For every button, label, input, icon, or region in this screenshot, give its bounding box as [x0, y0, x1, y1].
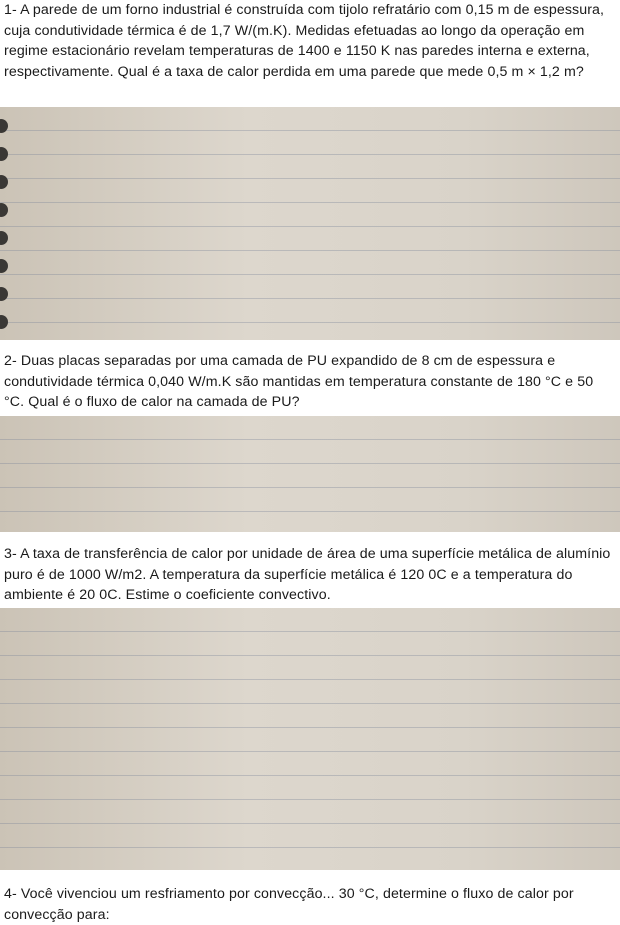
photo-notes-exercise-3 [0, 608, 620, 870]
question-2-text: 2- Duas placas separadas por uma camada de PU expandido de 8 cm de espessura e condutividade térmica 0,040 W/m.K são mantidas em temperatura constante de 180 °C e 50 °C. Qual é o fluxo de calor na camada de PU? [4, 353, 594, 410]
question-3-text: 3- A taxa de transferência de calor por unidade de área de uma superfície metálica de alumínio puro é de 1000 W/m2. A temperatura da superfície metálica é 120 0C e a temperatura do ambiente é 20 0C. Estime o coeficiente convectivo. [4, 546, 611, 603]
question-4-text: 4- Você vivenciou um resfriamento por convecção... 30 °C, determine o fluxo de calor por convecção para: [4, 886, 574, 923]
notebook-holes [0, 113, 12, 334]
photo-notes-exercise-1 [0, 107, 620, 340]
photo-notes-exercise-2 [0, 416, 620, 532]
question-1-text: 1- A parede de um forno industrial é construída com tijolo refratário com 0,15 m de espessura, cuja condutividade térmica é de 1,7 W/(m.K). Medidas efetuadas ao longo da operação em regime estacionário revelam temperaturas de 1400 e 1150 K nas paredes interna e externa, respectivamente. Qual é a taxa de calor perdida em uma parede que mede 0,5 m × 1,2 m? [4, 2, 605, 80]
